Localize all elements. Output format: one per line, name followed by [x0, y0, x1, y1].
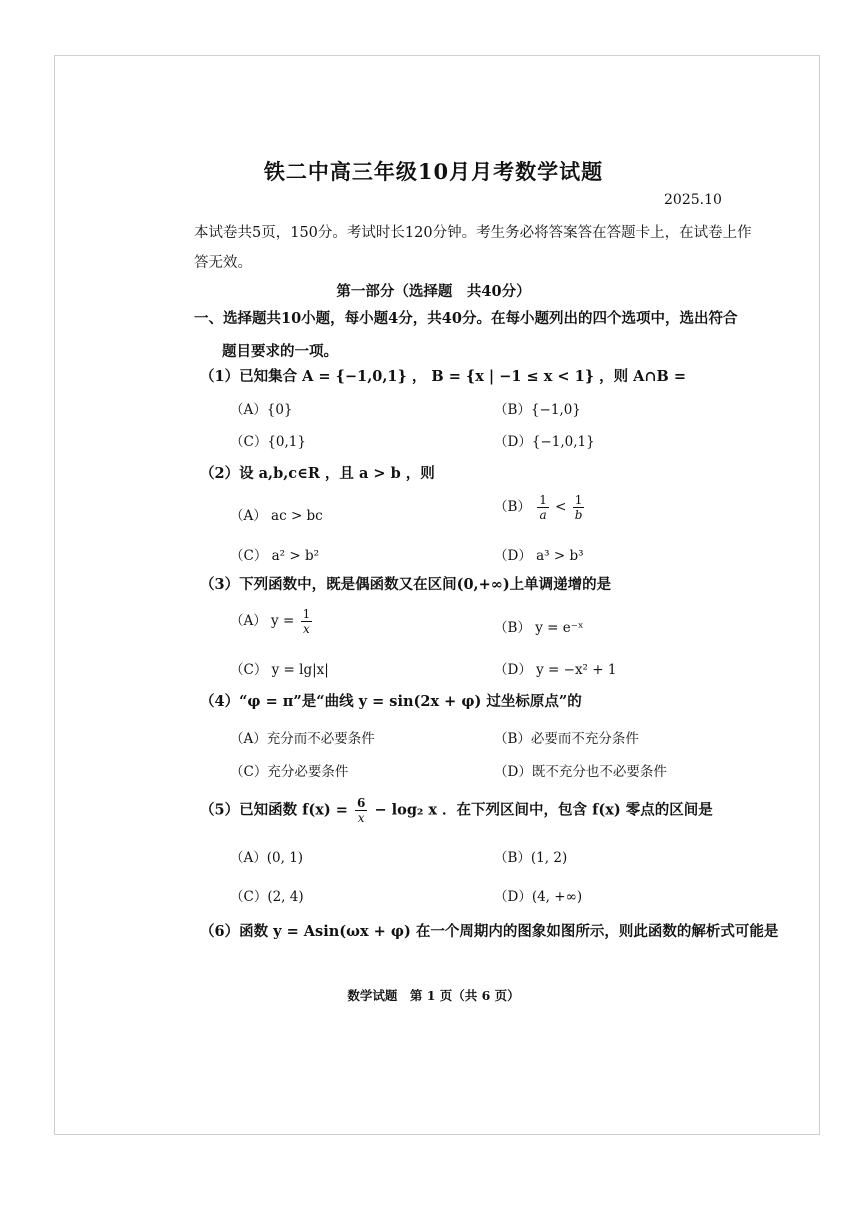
part-one-heading: 第一部分（选择题 共40分） [336, 283, 531, 300]
fraction-denominator: a [539, 508, 547, 522]
question-1-option-b: （B）{−1,0} [494, 402, 581, 418]
question-6-stem: （6）函数 y = Asin(ωx + φ) 在一个周期内的图象如图所示，则此函数的解析式可能是 [200, 923, 779, 940]
fraction-numerator: 6 [357, 796, 366, 810]
question-2-stem: （2）设 a,b,c∈R ，且 a > b ，则 [200, 465, 435, 482]
question-2-option-a: （A） ac > bc [230, 508, 323, 524]
fraction-1-over-a [537, 494, 549, 521]
exam-title: 铁二中高三年级10月月考数学试题 [263, 159, 604, 184]
fraction-numerator: 1 [539, 493, 547, 507]
exam-instructions: 本试卷共5页，150分。考试时长120分钟。考生务必将答案答在答题卡上，在试卷上作答无效。 [194, 225, 752, 271]
question-3-option-d: （D） y = −x² + 1 [494, 662, 617, 678]
question-5-option-b: （B）(1, 2) [494, 850, 568, 866]
question-5-stem [200, 797, 713, 824]
question-3-option-c: （C） y = lg|x| [230, 662, 329, 678]
question-3-option-a [230, 608, 314, 635]
section-one-line2: 题目要求的一项。 [222, 343, 338, 360]
fraction-6-over-x [355, 797, 367, 824]
question-4-stem: （4）“φ = π”是“曲线 y = sin(2x + φ) 过坐标原点”的 [200, 693, 582, 710]
fraction-numerator: 1 [302, 607, 311, 621]
exam-date: 2025.10 [664, 192, 722, 208]
question-5-option-c: （C）(2, 4) [230, 889, 304, 905]
question-3-stem: （3）下列函数中，既是偶函数又在区间(0,+∞)上单调递增的是 [200, 576, 612, 593]
fraction-denominator: b [574, 508, 583, 522]
question-1-stem: （1）已知集合 A = {−1,0,1} ， B = {x | −1 ≤ x < 1} ，则 A∩B = [200, 368, 686, 385]
section-one-line1: 一、选择题共10小题，每小题4分，共40分。在每小题列出的四个选项中，选出符合 [194, 310, 738, 327]
question-4-option-a: （A）充分而不必要条件 [230, 731, 375, 747]
question-5-option-a: （A）(0, 1) [230, 850, 304, 866]
question-1-option-d: （D）{−1,0,1} [494, 434, 595, 450]
question-5-stem-end: − log₂ x ．在下列区间中，包含 f(x) 零点的区间是 [374, 801, 713, 819]
exam-paper-sheet [54, 55, 820, 1135]
page-footer: 数学试题 第 1 页（共 6 页） [347, 988, 520, 1003]
question-2-option-b [494, 494, 586, 521]
fraction-1-over-x [301, 608, 313, 635]
question-1-option-a: （A）{0} [230, 402, 293, 418]
question-2-option-c: （C） a² > b² [230, 548, 320, 564]
question-4-option-d: （D）既不充分也不必要条件 [494, 764, 667, 780]
fraction-1-over-b [573, 494, 585, 521]
question-4-option-c: （C）充分必要条件 [230, 764, 349, 780]
question-3-option-a-label: （A） y = [230, 613, 295, 629]
less-than-sign: < [555, 499, 567, 515]
fraction-denominator: x [357, 811, 365, 825]
fraction-numerator: 1 [573, 494, 585, 508]
question-1-option-c: （C）{0,1} [230, 434, 306, 450]
question-2-option-d: （D） a³ > b³ [494, 548, 584, 564]
fraction-denominator: x [303, 622, 310, 636]
question-3-option-b: （B） y = e⁻ˣ [494, 620, 584, 636]
question-4-option-b: （B）必要而不充分条件 [494, 731, 639, 747]
question-5-option-d: （D）(4, +∞) [494, 889, 583, 905]
question-5-stem-start: （5）已知函数 f(x) = [200, 801, 348, 819]
question-2-option-b-label: （B） [494, 499, 531, 515]
